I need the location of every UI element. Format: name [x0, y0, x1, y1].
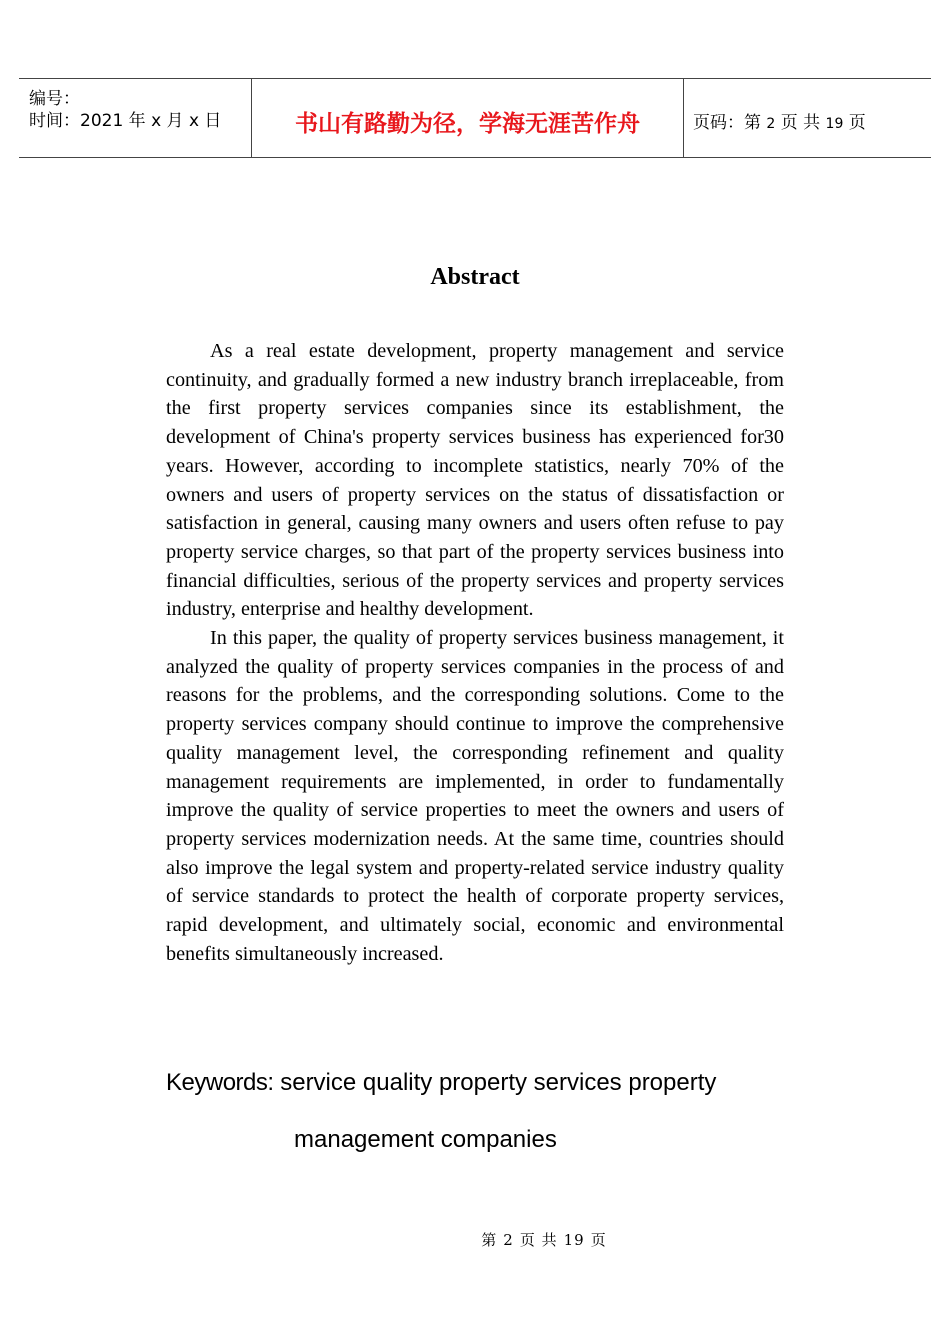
abstract-title: Abstract	[430, 264, 520, 290]
footer-prefix: 第	[481, 1231, 498, 1249]
header-page-total: 19	[825, 116, 844, 132]
footer-total: 19	[563, 1231, 585, 1249]
footer-suffix: 页	[590, 1231, 607, 1249]
header-motto: 书山有路勤为径，学海无涯苦作舟	[295, 111, 640, 137]
document-number-label: 编号：	[29, 89, 80, 109]
header-page-suffix: 页	[848, 113, 866, 133]
header-page-current: 2	[766, 116, 776, 132]
page-header	[19, 78, 931, 158]
abstract-body	[166, 337, 784, 968]
header-page-info	[693, 108, 866, 133]
keywords-text-2: management companies	[294, 1126, 557, 1153]
page-footer	[0, 1229, 950, 1250]
keywords-label: Keywords:	[166, 1069, 274, 1096]
footer-current: 2	[503, 1231, 514, 1249]
abstract-paragraph-2: In this paper, the quality of property services business management, it analyzed the quality of property services companies in the process of and reasons for the problems, and the corresponding solutions. Come to the property services company should continue to improve the comprehensive quality management level, the corresponding refinement and quality management requirements are implemented, in order to fundamentally improve the quality of service properties to meet the owners and users of property services modernization needs. At the same time, countries should also improve the legal system and property-related service industry quality of service standards to protect the health of corporate property services, rapid development, and ultimately social, economic and environmental benefits simultaneously increased.	[166, 627, 784, 965]
header-meta-cell	[19, 79, 251, 157]
keywords-text-1: service quality property services property	[273, 1069, 717, 1096]
header-page-prefix: 页码：第	[693, 113, 761, 133]
document-time-label: 时间：2021 年 x 月 x 日	[29, 111, 222, 131]
abstract-paragraph-1: As a real estate development, property management and service continuity, and gradually formed a new industry branch irreplaceable, from the first property services companies since its establishment, the development of China's property services business has experienced for30 years. However, according to incomplete statistics, nearly 70% of the owners and users of property services on the status of dissatisfaction or satisfaction in general, causing many owners and users often refuse to pay property service charges, so that part of the property services business into financial difficulties, serious of the property services and property services industry, enterprise and healthy development.	[166, 340, 784, 621]
header-motto-cell	[251, 79, 684, 157]
keywords-section	[166, 1054, 786, 1168]
footer-mid: 页 共	[519, 1231, 558, 1249]
header-page-cell	[683, 79, 931, 157]
keywords-line-1	[166, 1054, 786, 1111]
header-page-mid: 页 共	[780, 113, 821, 133]
